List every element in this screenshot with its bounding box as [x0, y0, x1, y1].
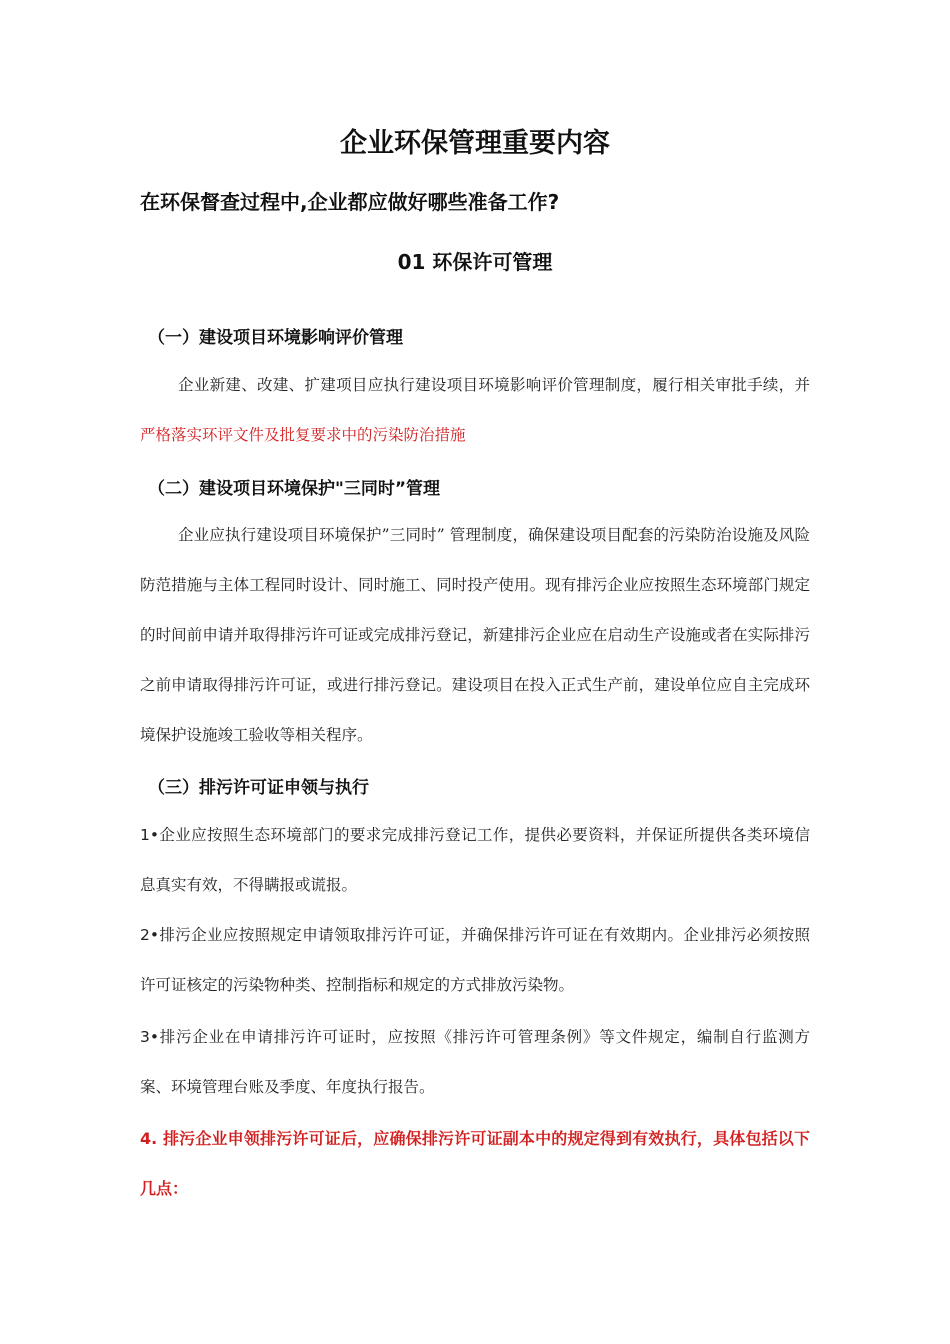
subheading-permit: （三）排污许可证申领与执行	[148, 778, 369, 798]
list-item-4: 4. 排污企业申领排污许可证后，应确保排污许可证副本中的规定得到有效执行，具体包括以下几点：	[140, 1129, 810, 1198]
list-item-1-number: 1•	[140, 826, 160, 844]
list-item-3-number: 3•	[140, 1028, 160, 1046]
list-item-2-text: 排污企业应按照规定申请领取排污许可证，并确保排污许可证在有效期内。企业排污必须按照许可证核定的污染物种类、控制指标和规定的方式排放污染物。	[140, 926, 810, 994]
paragraph-eia	[140, 360, 810, 460]
paragraph-eia-text: 企业新建、改建、扩建项目应执行建设项目环境影响评价管理制度，履行相关审批手续，并	[178, 376, 810, 394]
paragraph-three-simultaneous: 企业应执行建设项目环境保护”三同时” 管理制度，确保建设项目配套的污染防治设施及风险防范措施与主体工程同时设计、同时施工、同时投产使用。现有排污企业应按照生态环境部门规定的时间前申请并取得排污许可证或完成排污登记，新建排污企业应在启动生产设施或者在实际排污之前申请取得排污许可证，或进行排污登记。建设项目在投入正式生产前，建设单位应自主完成环境保护设施竣工验收等相关程序。	[140, 526, 810, 744]
subheading-three-simultaneous: （二）建设项目环境保护"三同时”管理	[148, 479, 441, 499]
section-title: 01 环保许可管理	[397, 250, 553, 274]
subheading-eia: （一）建设项目环境影响评价管理	[148, 328, 403, 348]
list-item-2-number: 2•	[140, 926, 160, 944]
list-item-2	[140, 910, 810, 1010]
list-item-1-text: 企业应按照生态环境部门的要求完成排污登记工作，提供必要资料，并保证所提供各类环境信息真实有效，不得瞒报或谎报。	[140, 826, 810, 894]
list-item-3	[140, 1012, 810, 1112]
list-item-3-text: 排污企业在申请排污许可证时，应按照《排污许可管理条例》等文件规定，编制自行监测方案、环境管理台账及季度、年度执行报告。	[140, 1028, 810, 1096]
document-title: 企业环保管理重要内容	[340, 128, 610, 159]
list-item-1	[140, 810, 810, 910]
paragraph-eia-highlight: 严格落实环评文件及批复要求中的污染防治措施	[140, 426, 466, 444]
question-heading: 在环保督查过程中,企业都应做好哪些准备工作?	[140, 190, 560, 214]
